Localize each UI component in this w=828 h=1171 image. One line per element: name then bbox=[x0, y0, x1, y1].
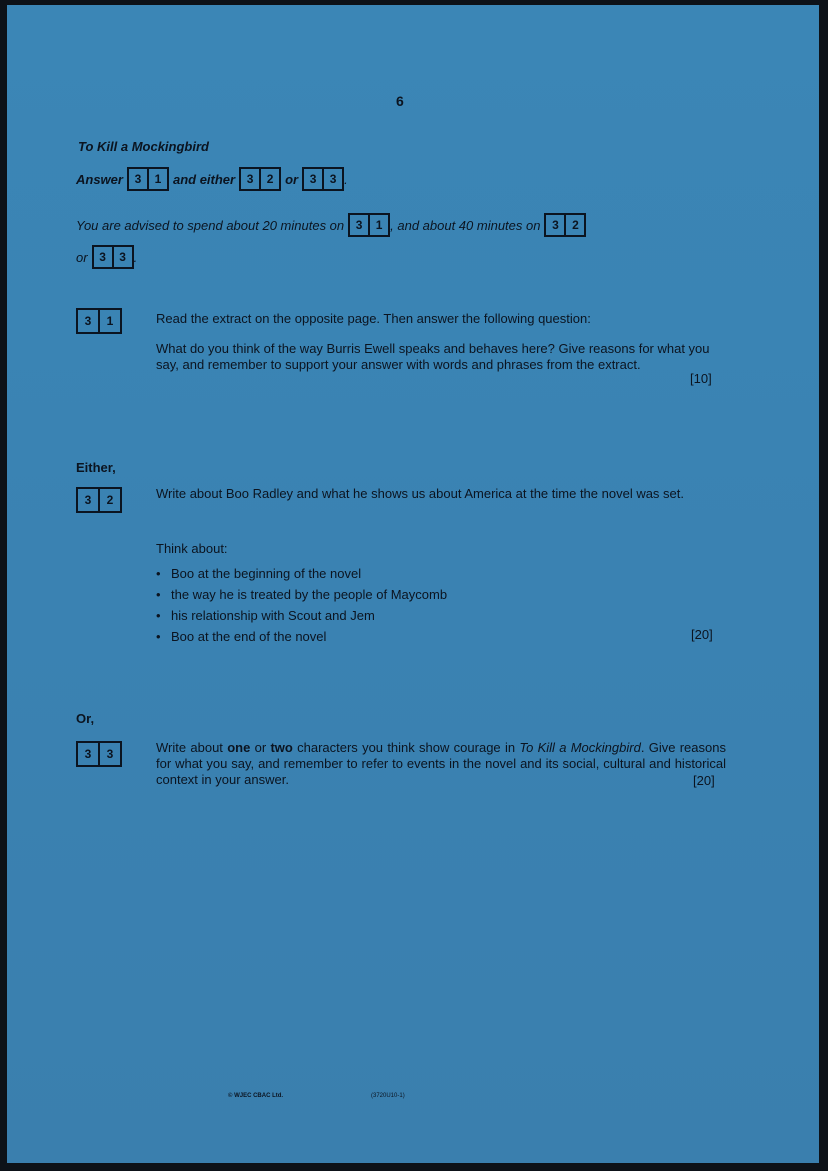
q31-question bbox=[156, 341, 722, 373]
either-label: Either, bbox=[76, 460, 116, 475]
set-text-title: To Kill a Mockingbird bbox=[78, 139, 209, 154]
time-instruction bbox=[76, 213, 590, 237]
time-end: . bbox=[133, 249, 138, 265]
q31-body: What do you think of the way Burris Ewell speaks and behaves here? Give reasons for what you say, and remember to support your answer with words and phrases from the extract. bbox=[156, 341, 710, 372]
answer-or: or bbox=[285, 171, 299, 187]
time-instruction-cont bbox=[76, 245, 141, 269]
list-item: • the way he is treated by the people of Maycomb bbox=[156, 584, 576, 605]
question-number-31: 3 1 bbox=[76, 308, 122, 334]
footer-code: (3720U10-1) bbox=[371, 1093, 405, 1099]
q32-think-about: Think about: bbox=[156, 541, 228, 556]
answer-end: . bbox=[344, 171, 348, 187]
question-box-33: 3 3 bbox=[92, 245, 134, 269]
exam-page bbox=[7, 5, 819, 1163]
time-mid: , and about 40 minutes on bbox=[390, 217, 541, 233]
q31-intro: Read the extract on the opposite page. Then answer the following question: bbox=[156, 311, 591, 326]
question-number-32: 3 2 bbox=[76, 487, 122, 513]
q33-text: Write about one or two characters you think show courage in To Kill a Mockingbird. Give reasons for what you say, and remember to refer to events in the novel and its social, cultural and historical context in your answer. bbox=[156, 740, 726, 787]
question-box-33: 3 3 bbox=[302, 167, 344, 191]
question-box-31: 3 1 bbox=[348, 213, 390, 237]
question-box-31: 3 1 bbox=[127, 167, 169, 191]
time-prefix: You are advised to spend about 20 minutes on bbox=[76, 217, 345, 233]
q32-marks: [20] bbox=[691, 627, 713, 642]
q33-marks: [20] bbox=[693, 773, 715, 788]
answer-prefix: Answer bbox=[76, 171, 123, 187]
page-number: 6 bbox=[396, 93, 404, 109]
list-item: • Boo at the beginning of the novel bbox=[156, 563, 576, 584]
list-item: • his relationship with Scout and Jem bbox=[156, 605, 576, 626]
answer-mid: and either bbox=[172, 171, 236, 187]
or-label: Or, bbox=[76, 711, 95, 726]
question-number-33: 3 3 bbox=[76, 741, 122, 767]
question-box-32: 3 2 bbox=[239, 167, 281, 191]
footer-copyright: © WJEC CBAC Ltd. bbox=[228, 1093, 284, 1099]
q31-marks: [10] bbox=[690, 371, 712, 386]
q32-bullet-list bbox=[156, 563, 576, 647]
answer-instruction bbox=[76, 167, 352, 191]
question-box-32: 3 2 bbox=[544, 213, 586, 237]
q32-text: Write about Boo Radley and what he shows us about America at the time the novel was set. bbox=[156, 486, 684, 501]
time-or: or bbox=[76, 249, 88, 265]
list-item: • Boo at the end of the novel bbox=[156, 626, 576, 647]
novel-title: To Kill a Mockingbird bbox=[519, 740, 641, 755]
